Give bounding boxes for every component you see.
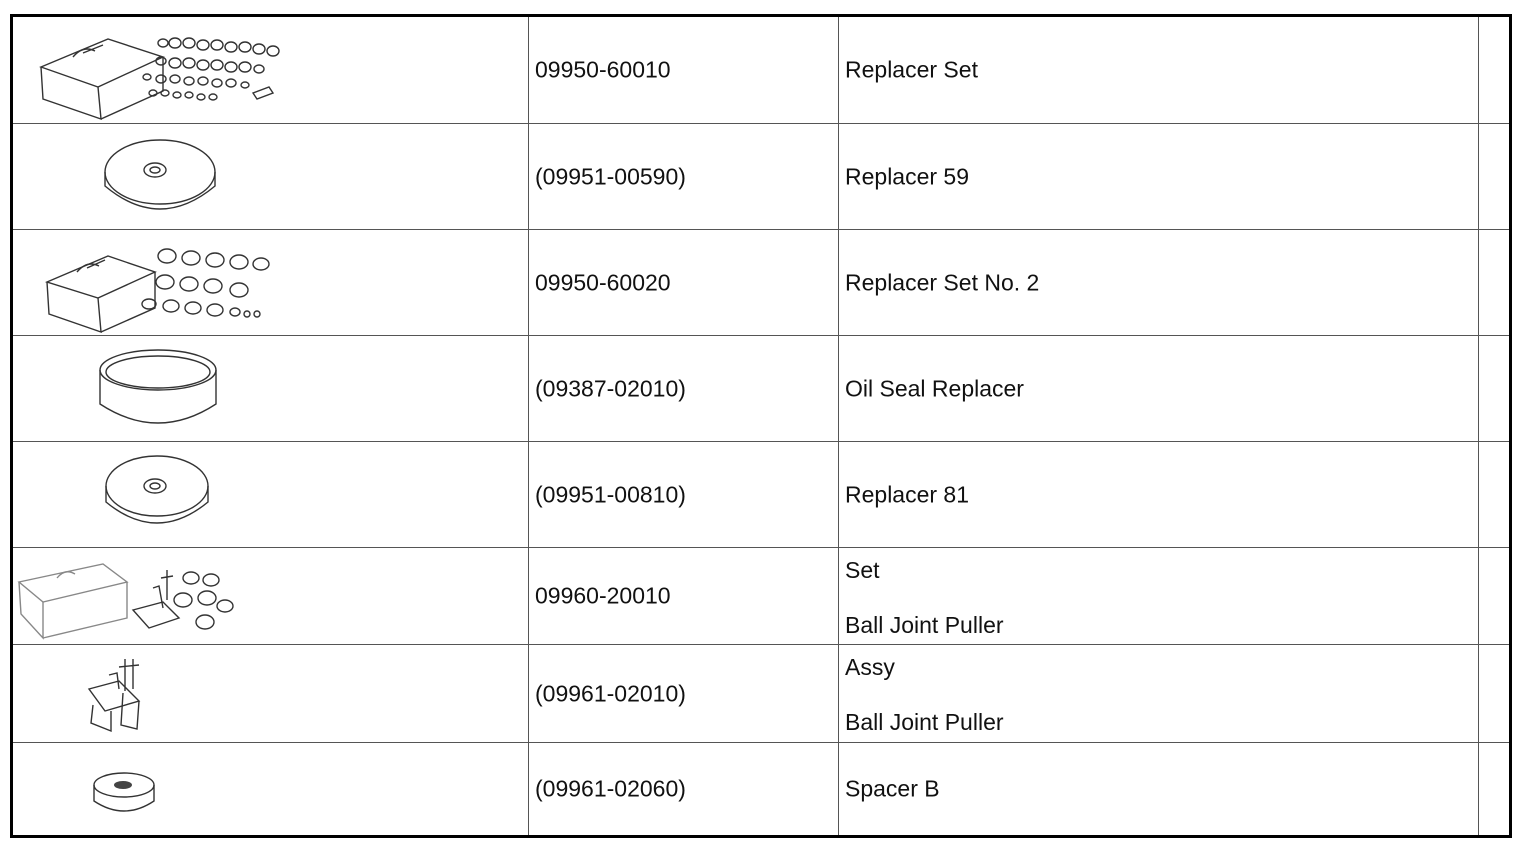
part-number-cell: [529, 17, 839, 123]
part-name: Set: [845, 557, 880, 583]
note-cell: [1479, 124, 1510, 229]
part-name-cell: [839, 230, 1479, 335]
note-cell: [1479, 336, 1510, 441]
part-name: Oil Seal Replacer: [845, 375, 1024, 401]
part-number: (09951-00810): [535, 481, 686, 507]
note-cell: [1479, 442, 1510, 547]
tool-image-cell: [13, 645, 529, 742]
part-name: Replacer 59: [845, 163, 970, 189]
tool-table: [10, 14, 1512, 838]
note-cell: [1479, 17, 1510, 123]
part-number-cell: [529, 442, 839, 547]
puller-set-icon: [13, 548, 529, 644]
ring-icon: [13, 336, 529, 441]
tool-image-cell: [13, 548, 529, 644]
part-number: (09951-00590): [535, 163, 686, 189]
tool-image-cell: [13, 336, 529, 441]
part-number-cell: [529, 336, 839, 441]
part-number: (09961-02010): [535, 680, 686, 706]
part-number-cell: [529, 124, 839, 229]
part-number-cell: [529, 645, 839, 742]
part-number-cell: [529, 743, 839, 835]
part-name: Replacer Set: [845, 56, 978, 83]
tool-image-cell: [13, 17, 529, 123]
table-row: [13, 230, 1509, 336]
table-row: [13, 645, 1509, 743]
part-number: 09960-20010: [535, 582, 671, 609]
part-number: 09950-60010: [535, 56, 671, 83]
part-name-cell: [839, 336, 1479, 441]
puller-icon: [13, 645, 529, 742]
part-name-cell: [839, 548, 1479, 644]
table-row: [13, 548, 1509, 645]
table-row: [13, 336, 1509, 442]
part-name: Replacer Set No. 2: [845, 269, 1040, 295]
spacer-icon: [13, 743, 529, 835]
part-number-cell: [529, 548, 839, 644]
part-number-cell: [529, 230, 839, 335]
tool-image-cell: [13, 230, 529, 335]
table-row: [13, 17, 1509, 124]
part-number: 09950-60020: [535, 269, 671, 295]
replacer-set-icon: [13, 230, 529, 335]
replacer-disc-icon: [13, 442, 529, 547]
tool-image-cell: [13, 124, 529, 229]
part-name-cell: [839, 442, 1479, 547]
table-row: [13, 743, 1509, 835]
tool-image-cell: [13, 442, 529, 547]
part-name-cell: [839, 743, 1479, 835]
replacer-set-icon: [13, 17, 529, 123]
part-number: (09961-02060): [535, 775, 686, 802]
part-name-cell: [839, 645, 1479, 742]
part-number: (09387-02010): [535, 375, 686, 401]
table-row: [13, 442, 1509, 548]
part-name: Assy: [845, 654, 895, 680]
tool-image-cell: [13, 743, 529, 835]
note-cell: [1479, 645, 1510, 742]
part-name-cell: [839, 124, 1479, 229]
table-row: [13, 124, 1509, 230]
part-name-line2: Ball Joint Puller: [845, 709, 1004, 735]
replacer-disc-icon: [13, 124, 529, 229]
part-name-line2: Ball Joint Puller: [845, 612, 1004, 638]
part-name: Replacer 81: [845, 481, 970, 507]
note-cell: [1479, 230, 1510, 335]
note-cell: [1479, 548, 1510, 644]
part-name: Spacer B: [845, 775, 940, 802]
part-name-cell: [839, 17, 1479, 123]
note-cell: [1479, 743, 1510, 835]
